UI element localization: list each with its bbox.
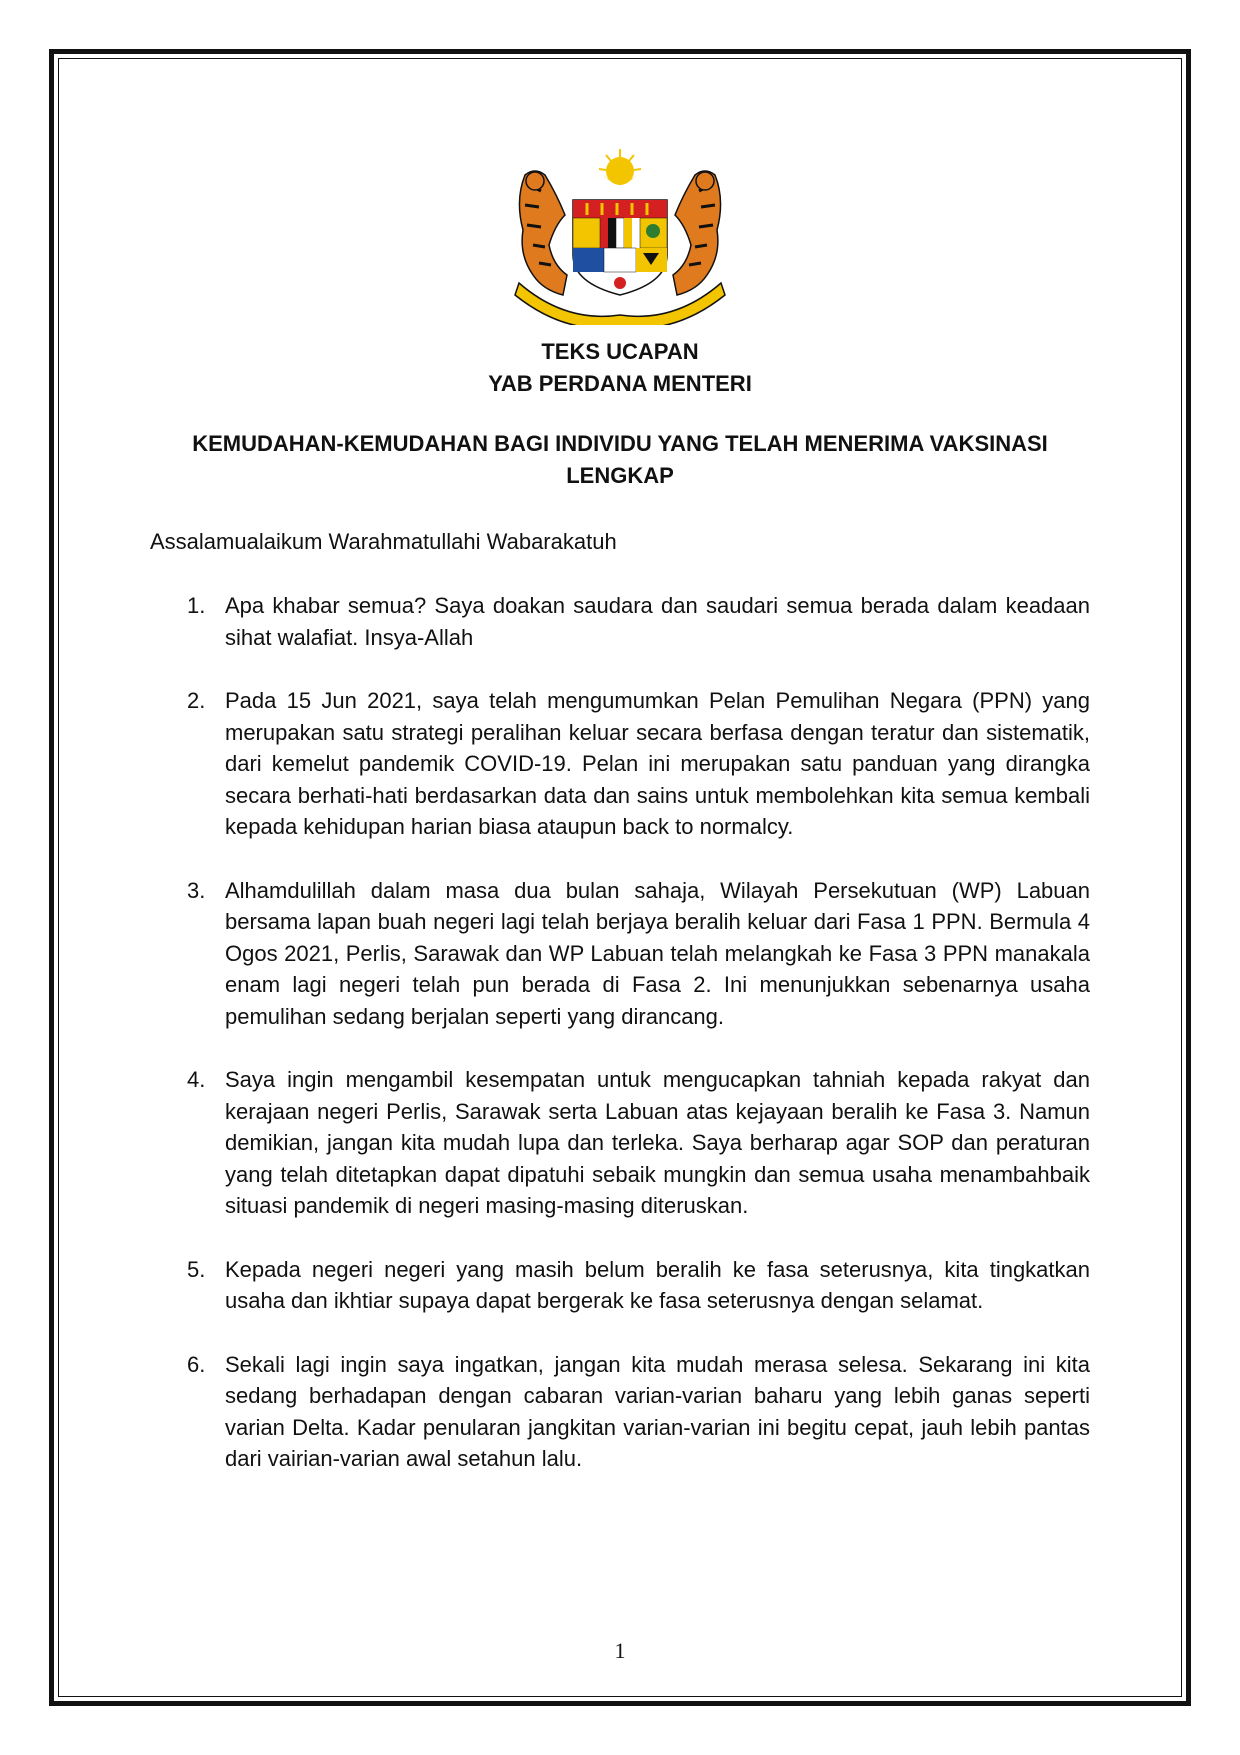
document-title: TEKS UCAPAN xyxy=(541,339,699,364)
paragraph xyxy=(150,1349,1090,1475)
shield-icon xyxy=(573,200,667,295)
paragraph-text: Kepada negeri negeri yang masih belum beralih ke fasa seterusnya, kita tingkatkan usaha dan ikhtiar supaya dapat bergerak ke fasa seterusnya dengan selamat. xyxy=(225,1256,1090,1313)
paragraph-number: 2. xyxy=(187,688,206,713)
paragraph-text: Saya ingin mengambil kesempatan untuk mengucapkan tahniah kepada rakyat dan kerajaan negeri Perlis, Sarawak serta Labuan atas kejayaan beralih ke Fasa 3. Namun demikian, jangan kita mudah lupa dan terleka. Saya berharap agar SOP dan peraturan yang telah ditetapkan dapat dipatuhi sebaik mungkin dan semua usaha menambahbaik situasi pandemik di negeri masing-masing diteruskan. xyxy=(225,1067,1090,1218)
paragraph-number: 4. xyxy=(187,1067,206,1092)
paragraph-text: Alhamdulillah dalam masa dua bulan sahaja, Wilayah Persekutuan (WP) Labuan bersama lapan buah negeri lagi telah berjaya beralih keluar dari Fasa 1 PPN. Bermula 4 Ogos 2021, Perlis, Sarawak dan WP Labuan telah melangkah ke Fasa 3 PPN manakala enam lagi negeri telah pun berada di Fasa 2. Ini menunjukkan sebenarnya usaha pemulihan sedang berjalan seperti yang dirancang. xyxy=(225,877,1090,1029)
left-tiger-icon xyxy=(519,171,567,295)
coat-of-arms-icon xyxy=(505,145,735,325)
paragraph-list xyxy=(150,590,1090,1507)
paragraph xyxy=(150,590,1090,653)
paragraph-text: Apa khabar semua? Saya doakan saudara dan saudari semua berada dalam keadaan sihat walafiat. Insya-Allah xyxy=(225,593,1090,650)
paragraph-text: Sekali lagi ingin saya ingatkan, jangan kita mudah merasa selesa. Sekarang ini kita sedang berhadapan dengan cabaran varian-varian baharu yang lebih ganas seperti varian Delta. Kadar penularan jangkitan varian-varian ini begitu cepat, jauh lebih pantas dari vairian-varian awal setahun lalu. xyxy=(225,1351,1090,1471)
paragraph xyxy=(150,1254,1090,1317)
right-tiger-icon xyxy=(673,171,721,295)
greeting: Assalamualaikum Warahmatullahi Wabarakatuh xyxy=(150,529,617,554)
paragraph xyxy=(150,875,1090,1033)
paragraph xyxy=(150,685,1090,843)
paragraph-number: 3. xyxy=(187,877,206,903)
paragraph-number: 6. xyxy=(187,1351,206,1377)
federal-star-icon xyxy=(599,149,641,185)
page-number: 1 xyxy=(614,1638,626,1663)
paragraph xyxy=(150,1064,1090,1222)
paragraph-number: 5. xyxy=(187,1256,206,1282)
document-subtitle: YAB PERDANA MENTERI xyxy=(488,371,752,396)
document-subject: KEMUDAHAN-KEMUDAHAN BAGI INDIVIDU YANG TELAH MENERIMA VAKSINASI LENGKAP xyxy=(192,431,1048,488)
paragraph-number: 1. xyxy=(187,593,206,618)
paragraph-text: Pada 15 Jun 2021, saya telah mengumumkan Pelan Pemulihan Negara (PPN) yang merupakan satu strategi peralihan keluar secara berfasa dengan teratur dan sistematik, dari kemelut pandemik COVID-19. Pelan ini merupakan satu panduan yang dirangka secara berhati-hati berdasarkan data dan sains untuk membolehkan kita semua kembali kepada kehidupan harian biasa ataupun back to normalcy. xyxy=(225,688,1090,839)
